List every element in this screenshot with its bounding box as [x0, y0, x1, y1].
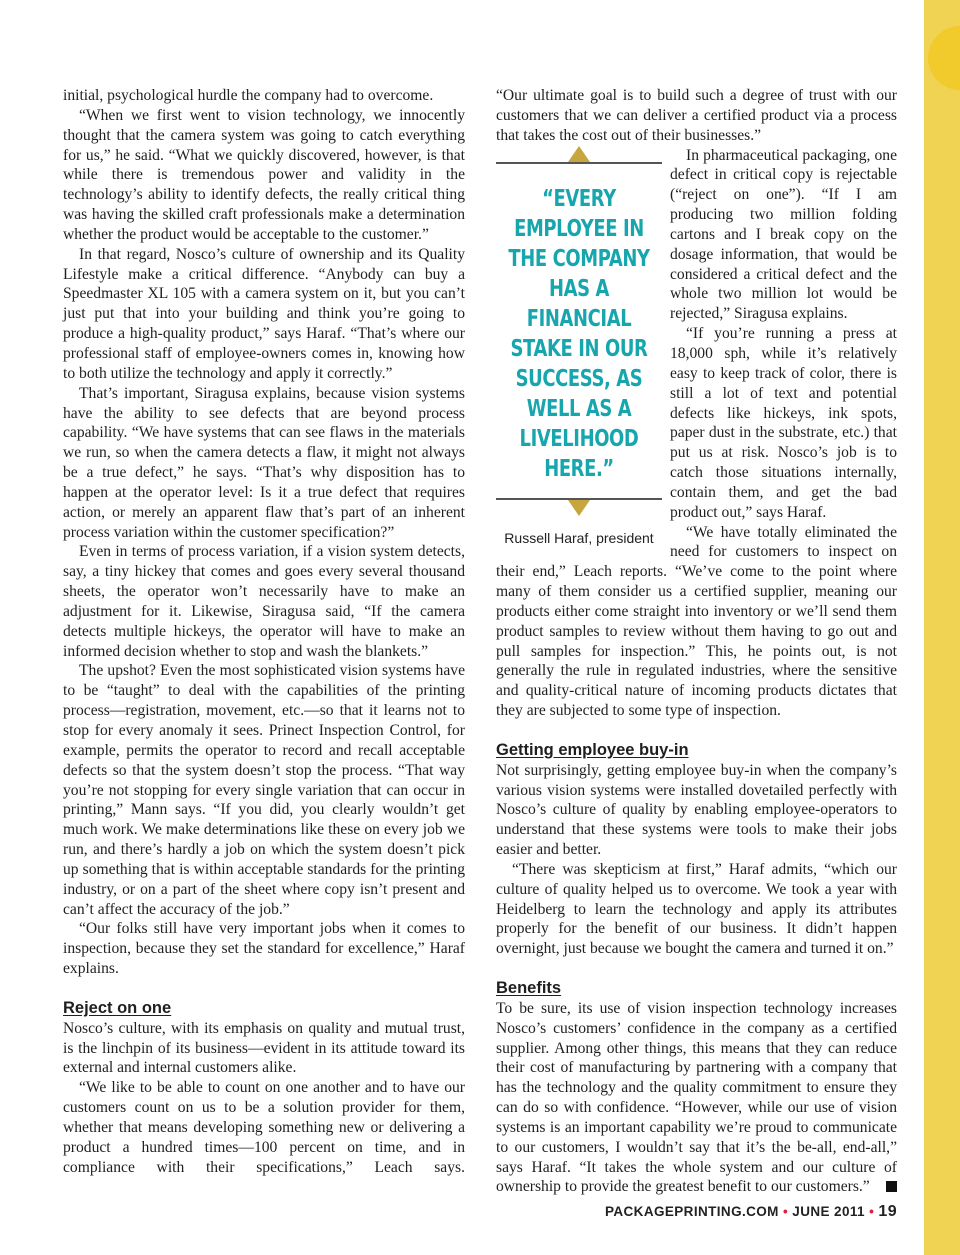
body-paragraph: “If you’re running a press at 18,000 sph, while it’s relatively easy to keep track of color, there is still a lot of text and potential defects like hickeys, ink spots, paper dust in the substrate, etc.) that put us at risk. Nosco’s job is to catch those situations internally, contain them, and get the bad product out,” says Haraf. [670, 325, 897, 521]
body-paragraph: “Our ultimate goal is to build such a degree of trust with our customers that we can deliver a certified product via a process that takes the cost out of their businesses.” [496, 87, 897, 144]
body-paragraph: “We have totally eliminated the need for customers to inspect on their end,” Leach reports. “We’ve come to the point where many of them consider us a certified supplier, meaning our products either come straight into inventory or we’ll send them product samples to review without them having to go out and pull samples for inspection.” This, he points out, is not generally the rule in regulated industries, where the sensitive and quality-critical nature of incoming products dictates that they are subjected to some type of inspection. [496, 523, 897, 720]
end-of-story-icon [886, 1181, 897, 1192]
body-paragraph [496, 999, 897, 1197]
body-paragraph: That’s important, Siragusa explains, because vision systems have the ability to see defects that are beyond process capability. “We have systems that can see flaws in the materials we run, so when the camera detects a flaw, it might not always be a true defect,” he says. “That’s why disposition has to happen at the operator level: Is it a true defect that requires action, or merely an apparent flaw that’s part of an inherent process variation within the customer specification?” [63, 384, 465, 541]
pull-quote-text: “EVERY EMPLOYEE IN THE COMPANY HAS A FINANCIAL STAKE IN OUR SUCCESS, AS WELL AS A LIVELIHOOD HERE.” [508, 185, 650, 482]
page-edge-color-bar [924, 0, 960, 1255]
footer-publication: PACKAGEPRINTING.COM [604, 1204, 779, 1219]
body-paragraph: “There was skepticism at first,” Haraf admits, “which our culture of quality helped us to overcome. We took a year with Heidelberg to learn the technology and apply its attributes properly for the benefit of our business. It didn’t happen overnight, just because we bought the camera and turned it on.” [496, 860, 897, 958]
section-heading-reject-on-one: Reject on one [63, 998, 172, 1017]
page-number: 19 [878, 1203, 897, 1220]
body-paragraph: “Our folks still have very important jobs when it comes to inspection, because they set the standard for excellence,” Haraf explains. [63, 920, 465, 978]
body-paragraph: initial, psychological hurdle the company had to overcome. [63, 87, 434, 104]
page-footer [605, 1203, 897, 1221]
body-paragraph: Not surprisingly, getting employee buy-in when the company’s various vision systems were installed dovetailed perfectly with Nosco’s culture of quality by enabling employee-operators to understand that these systems were tools to make their jobs easier and better. [496, 761, 897, 859]
triangle-down-icon [568, 500, 590, 516]
footer-issue: JUNE 2011 [792, 1204, 865, 1219]
body-paragraph: In that regard, Nosco’s culture of ownership and its Quality Lifestyle make a critical difference. “Anybody can buy a Speedmaster XL 105 with a camera system on it, but you can’t just put that into your building and think you’re going to produce a high-quality product,” says Haraf. “That’s where our professional staff of employee-owners comes in, knowing how to both utilize the technology and apply it correctly.” [63, 245, 465, 382]
footer-bullet-icon: • [869, 1204, 875, 1219]
body-paragraph: “When we first went to vision technology, we innocently thought that the camera system was going to catch everything for us,” he said. “What we quickly discovered, however, is that while there is tremendous power and validity in the technology’s ability to identify defects, the really critical thing was having the skilled craft professionals make a determination whether the product would be acceptable to the customer.” [63, 106, 465, 243]
right-column [496, 86, 897, 1197]
footer-bullet-icon: • [782, 1204, 789, 1219]
body-paragraph: “We like to be able to count on one another and to have our customers count on us to be a solution provider for them, whether that means developing something new or delivering a product a hundred times—100 percent on time, and in compliance with their specifications,” Leach says. [63, 1079, 465, 1176]
left-column [63, 86, 465, 1177]
body-paragraph: In pharmaceutical packaging, one defect in critical copy is rejectable (“reject on one”). “If I am producing two million folding cartons and I break copy on the dosage information, that would be considered a critical defect and the whole two million lot would be rejected,” Siragusa explains. [670, 146, 897, 323]
section-heading-employee-buy-in: Getting employee buy-in [496, 740, 689, 759]
body-paragraph-text: To be sure, its use of vision inspection technology increases Nosco’s customers’ confidence in the company as a certified supplier. Among other things, this means that they can reduce their cost of manufacturing by partnering with a company that has the technology and the quality commitment to ensure they can do so with confidence. “However, while our use of vision systems is an important capability we’re proud to communicate to our customers, I wouldn’t say that it’s the be-all, end-all,” says Haraf. “It takes the whole system and our culture of ownership to provide the greatest benefit to our customers.” [496, 999, 897, 1196]
body-paragraph: Even in terms of process variation, if a vision system detects, say, a tiny hickey that comes and goes every several thousand sheets, the operator won’t necessarily have to make an adjustment for it. Likewise, Siragusa said, “If the camera detects multiple hickeys, the operator will have to make an informed decision whether to stop and wash the blankets.” [63, 543, 465, 660]
triangle-up-icon [568, 146, 590, 162]
pull-quote [496, 146, 662, 546]
pull-quote-attribution: Russell Haraf, president [504, 529, 654, 546]
section-heading-benefits: Benefits [496, 978, 562, 997]
body-paragraph: The upshot? Even the most sophisticated vision systems have to be “taught” to deal with the capabilities of the printing process—registration, movement, etc.—so that it learns not to stop for every anomaly it sees. Prinect Inspection Control, for example, permits the operator to record and recall acceptable defects so that the system doesn’t stop the process. “That way you’re not stopping for every single variation that can occur in printing,” Mann says. “If you did, you clearly wouldn’t get much work. We make determinations like these on every job we run, and there’s hardly a job on which the system doesn’t pick up something that is within acceptable standards for the printing industry, or on a part of the sheet where copy isn’t present and can’t affect the accuracy of the job.” [63, 662, 465, 918]
body-paragraph: Nosco’s culture, with its emphasis on quality and mutual trust, is the linchpin of its business—evident in its attitude toward its external and internal customers alike. [63, 1019, 465, 1077]
pull-quote-rule-top [496, 162, 662, 164]
